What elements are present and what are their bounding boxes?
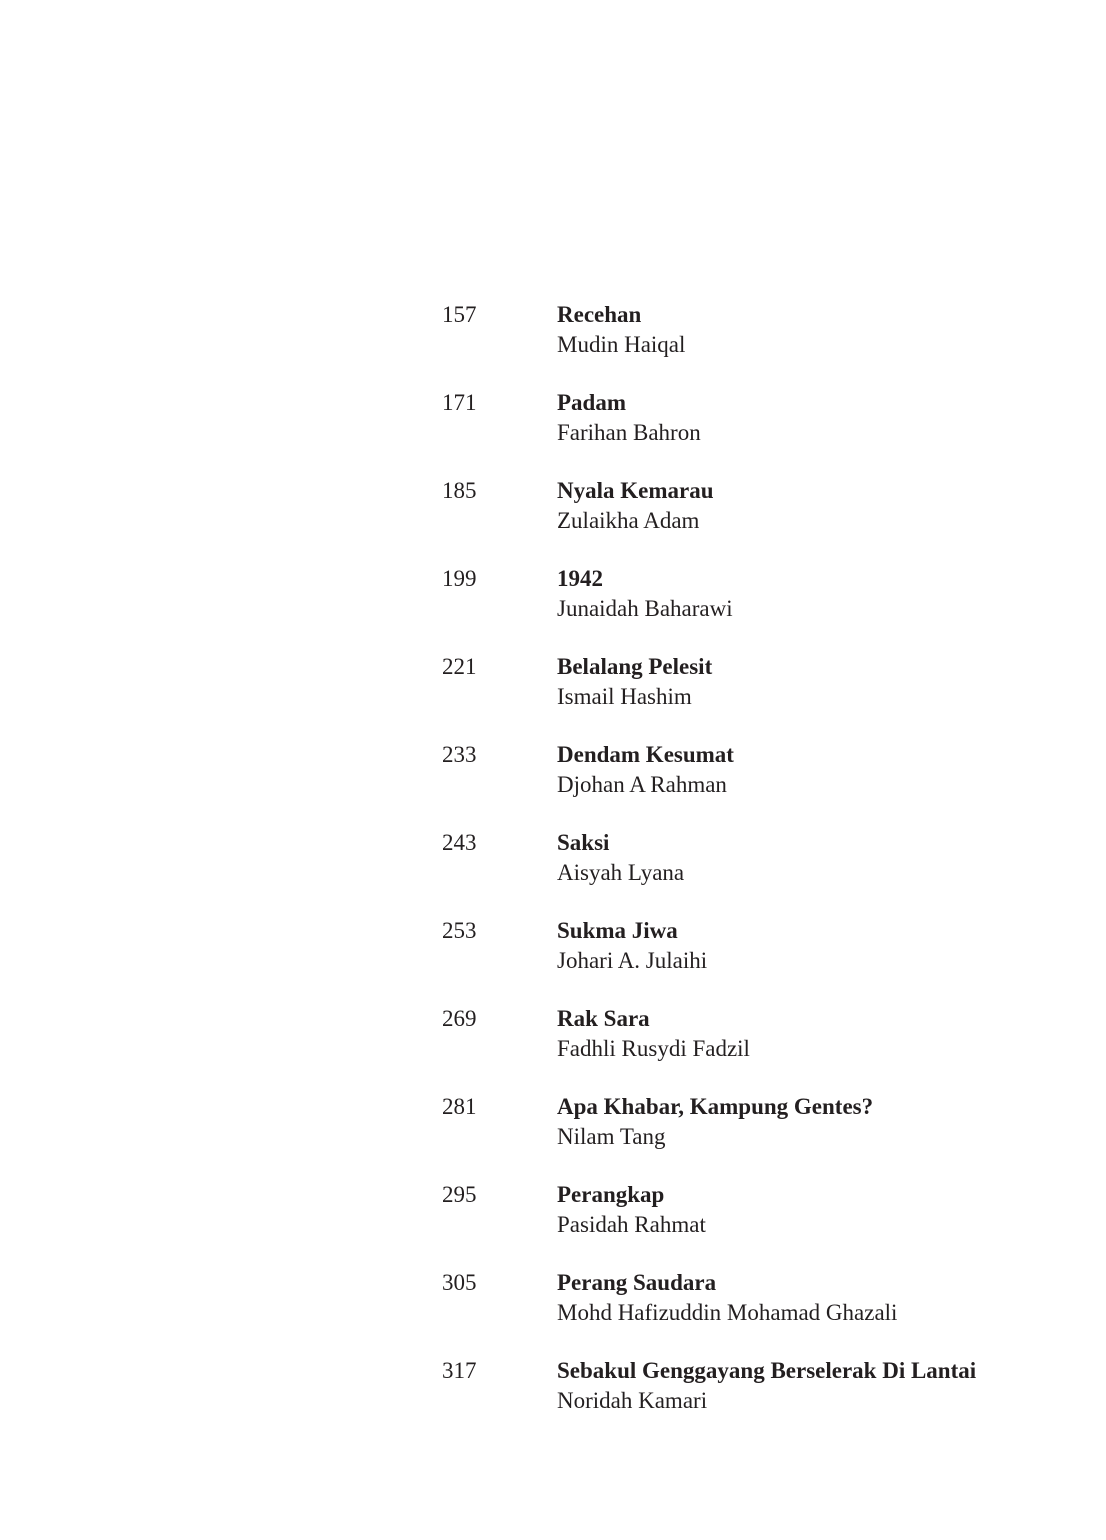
toc-page-number: 199 bbox=[442, 566, 477, 591]
toc-story-title: Apa Khabar, Kampung Gentes? bbox=[557, 1094, 874, 1119]
toc-story-author: Pasidah Rahmat bbox=[557, 1212, 706, 1237]
toc-story-author: Zulaikha Adam bbox=[557, 508, 700, 533]
toc-story-title: 1942 bbox=[557, 566, 603, 591]
toc-entry bbox=[442, 740, 1062, 828]
toc-entry bbox=[442, 1268, 1062, 1356]
toc-entry bbox=[442, 388, 1062, 476]
toc-entry bbox=[442, 1004, 1062, 1092]
toc-story-author: Nilam Tang bbox=[557, 1124, 666, 1149]
toc-entry-body bbox=[557, 1180, 1062, 1268]
toc-story-author: Aisyah Lyana bbox=[557, 860, 685, 885]
toc-story-title: Sebakul Genggayang Berselerak Di Lantai bbox=[557, 1358, 977, 1383]
toc-page-number: 157 bbox=[442, 302, 477, 327]
toc-entry bbox=[442, 1092, 1062, 1180]
toc-entry bbox=[442, 476, 1062, 564]
toc-entry bbox=[442, 916, 1062, 1004]
toc-entry bbox=[442, 652, 1062, 740]
toc-page-number: 317 bbox=[442, 1358, 477, 1383]
toc-page-number: 305 bbox=[442, 1270, 477, 1295]
toc-entry bbox=[442, 1180, 1062, 1268]
toc-entry bbox=[442, 300, 1062, 388]
toc-story-author: Ismail Hashim bbox=[557, 684, 692, 709]
toc-story-author: Mohd Hafizuddin Mohamad Ghazali bbox=[557, 1300, 898, 1325]
toc-story-title: Nyala Kemarau bbox=[557, 478, 714, 503]
table-of-contents bbox=[442, 300, 1062, 1444]
toc-entry bbox=[442, 1356, 1062, 1444]
toc-story-author: Djohan A Rahman bbox=[557, 772, 727, 797]
toc-entry bbox=[442, 828, 1062, 916]
toc-page-number: 233 bbox=[442, 742, 477, 767]
toc-entry-body bbox=[557, 564, 1062, 652]
toc-story-author: Johari A. Julaihi bbox=[557, 948, 708, 973]
toc-story-title: Saksi bbox=[557, 830, 610, 855]
toc-entry-body bbox=[557, 1268, 1062, 1356]
toc-page-number: 269 bbox=[442, 1006, 477, 1031]
toc-page-number: 281 bbox=[442, 1094, 477, 1119]
toc-story-title: Perangkap bbox=[557, 1182, 665, 1207]
toc-story-author: Farihan Bahron bbox=[557, 420, 701, 445]
toc-page-number: 243 bbox=[442, 830, 477, 855]
toc-entry-body bbox=[557, 740, 1062, 828]
toc-story-title: Rak Sara bbox=[557, 1006, 650, 1031]
toc-entry-body bbox=[557, 476, 1062, 564]
toc-story-title: Recehan bbox=[557, 302, 642, 327]
toc-entry-body bbox=[557, 1356, 1062, 1444]
toc-story-author: Fadhli Rusydi Fadzil bbox=[557, 1036, 750, 1061]
toc-page-number: 253 bbox=[442, 918, 477, 943]
toc-entry-body bbox=[557, 1092, 1062, 1180]
toc-story-author: Noridah Kamari bbox=[557, 1388, 708, 1413]
toc-story-title: Belalang Pelesit bbox=[557, 654, 713, 679]
toc-entry bbox=[442, 564, 1062, 652]
toc-page-number: 185 bbox=[442, 478, 477, 503]
toc-entry-body bbox=[557, 916, 1062, 1004]
toc-entry-body bbox=[557, 1004, 1062, 1092]
toc-entry-body bbox=[557, 828, 1062, 916]
toc-story-title: Dendam Kesumat bbox=[557, 742, 734, 767]
toc-story-author: Junaidah Baharawi bbox=[557, 596, 733, 621]
toc-story-author: Mudin Haiqal bbox=[557, 332, 686, 357]
toc-story-title: Padam bbox=[557, 390, 626, 415]
toc-page-number: 221 bbox=[442, 654, 477, 679]
toc-page-number: 295 bbox=[442, 1182, 477, 1207]
toc-entry-body bbox=[557, 652, 1062, 740]
toc-entry-body bbox=[557, 388, 1062, 476]
toc-page-number: 171 bbox=[442, 390, 477, 415]
toc-entry-body bbox=[557, 300, 1062, 388]
toc-story-title: Perang Saudara bbox=[557, 1270, 717, 1295]
toc-story-title: Sukma Jiwa bbox=[557, 918, 678, 943]
